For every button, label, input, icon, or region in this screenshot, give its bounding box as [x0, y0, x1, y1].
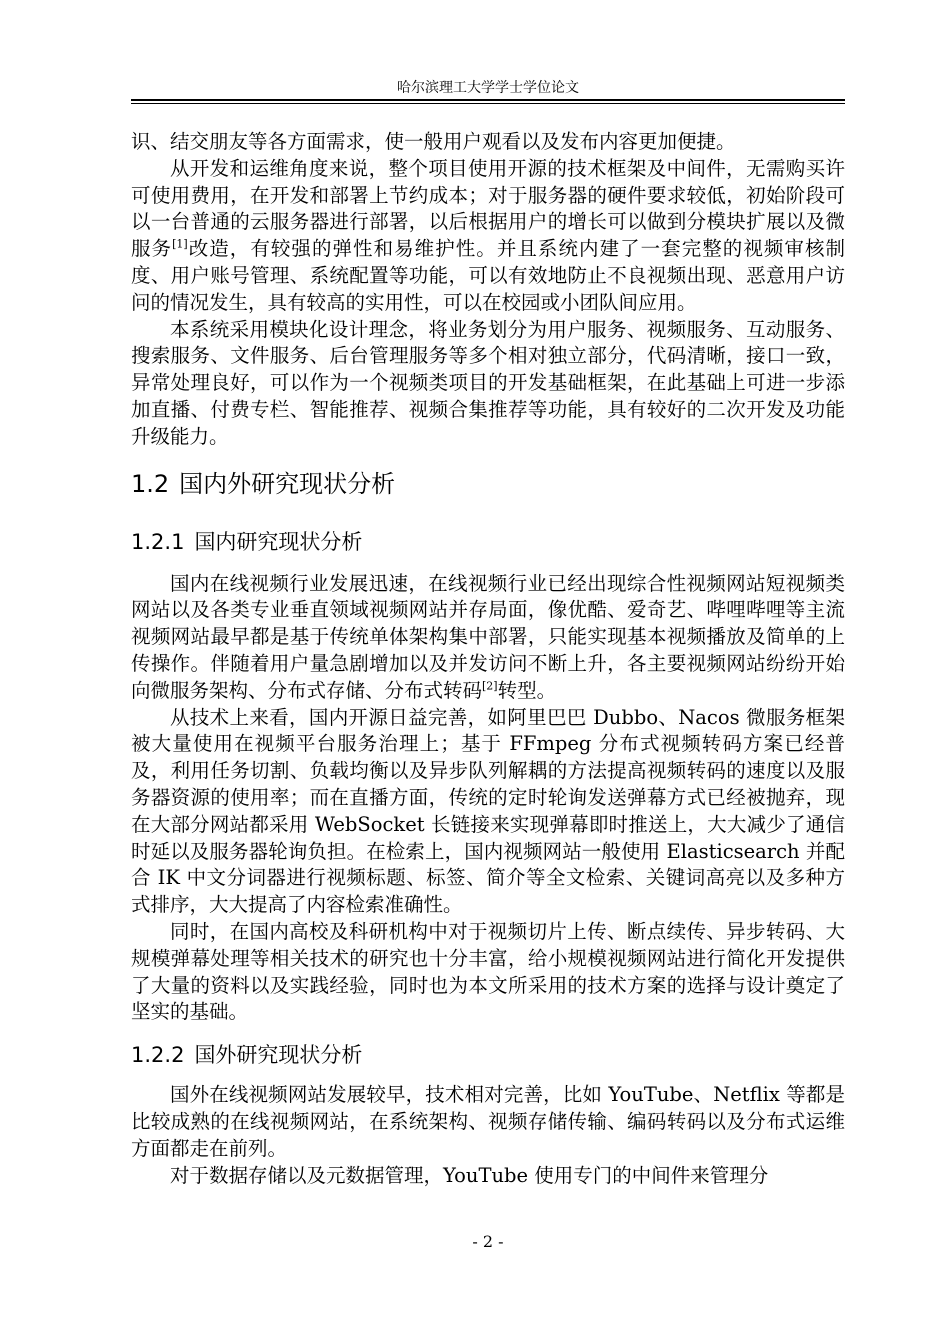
header-rule-thick: [131, 99, 845, 101]
section-heading-1-2: 1.2 国内外研究现状分析: [131, 469, 396, 498]
page-body: [131, 129, 845, 1189]
paragraph: 本系统采用模块化设计理念，将业务划分为用户服务、视频服务、互动服务、搜索服务、文件服务、后台管理服务等多个相对独立部分，代码清晰，接口一致，异常处理良好，可以作为一个视频类项目的开发基础框架，在此基础上可进一步添加直播、付费专栏、智能推荐、视频合集推荐等功能，具有较好的二次开发及功能升级能力。: [131, 317, 845, 448]
paragraph: 国内在线视频行业发展迅速，在线视频行业已经出现综合性视频网站短视频类网站以及各类专业垂直领域视频网站并存局面，像优酷、爱奇艺、哔哩哔哩等主流视频网站最早都是基于传统单体架构集中部署，只能实现基本视频播放及简单的上传操作。伴随着用户量急剧增加以及并发访问不断上升，各主要视频网站纷纷开始向微服务架构、分布式存储、分布式转码[2]转型。: [131, 571, 845, 702]
paragraph: 从开发和运维角度来说，整个项目使用开源的技术框架及中间件，无需购买许可使用费用，在开发和部署上节约成本；对于服务器的硬件要求较低，初始阶段可以一台普通的云服务器进行部署，以后根据用户的增长可以做到分模块扩展以及微服务[1]改造，有较强的弹性和易维护性。并且系统内建了一套完整的视频审核制度、用户账号管理、系统配置等功能，可以有效地防止不良视频出现、恶意用户访问的情况发生，具有较高的实用性，可以在校园或小团队间应用。: [131, 156, 845, 314]
paragraph: 对于数据存储以及元数据管理，YouTube 使用专门的中间件来管理分: [170, 1163, 769, 1187]
citation-ref[interactable]: [1]: [172, 237, 188, 251]
section-heading-1-2-1: 1.2.1 国内研究现状分析: [131, 529, 363, 554]
paragraph: 国外在线视频网站发展较早，技术相对完善，比如 YouTube、Netflix 等都是比较成熟的在线视频网站，在系统架构、视频存储传输、编码转码以及分布式运维方面都走在前列。: [131, 1083, 845, 1160]
citation-ref[interactable]: [2]: [482, 679, 498, 693]
paragraph: 识、结交朋友等各方面需求，使一般用户观看以及发布内容更加便捷。: [131, 130, 736, 153]
header-rule-thin: [131, 103, 845, 104]
paragraph: 同时，在国内高校及科研机构中对于视频切片上传、断点续传、异步转码、大规模弹幕处理等相关技术的研究也十分丰富，给小规模视频网站进行简化开发提供了大量的资料以及实践经验，同时也为本文所采用的技术方案的选择与设计奠定了坚实的基础。: [131, 919, 845, 1024]
page-number: - 2 -: [472, 1232, 504, 1251]
running-header: 哈尔滨理工大学学士学位论文: [397, 80, 579, 96]
section-heading-1-2-2: 1.2.2 国外研究现状分析: [131, 1043, 363, 1068]
paragraph: 从技术上来看，国内开源日益完善，如阿里巴巴 Dubbo、Nacos 微服务框架被大量使用在视频平台服务治理上；基于 FFmpeg 分布式视频转码方案已经普及，利用任务切割、负载均衡以及异步队列解耦的方法提高视频转码的速度以及服务器资源的使用率；而在直播方面，传统的定时轮询发送弹幕方式已经被抛弃，现在大部分网站都采用 WebSocket 长链接来实现弹幕即时推送上，大大减少了通信时延以及服务器轮询负担。在检索上，国内视频网站一般使用 Elasticsearch 并配合 IK 中文分词器进行视频标题、标签、简介等全文检索、关键词高亮以及多种方式排序，大大提高了内容检索准确性。: [131, 705, 845, 917]
